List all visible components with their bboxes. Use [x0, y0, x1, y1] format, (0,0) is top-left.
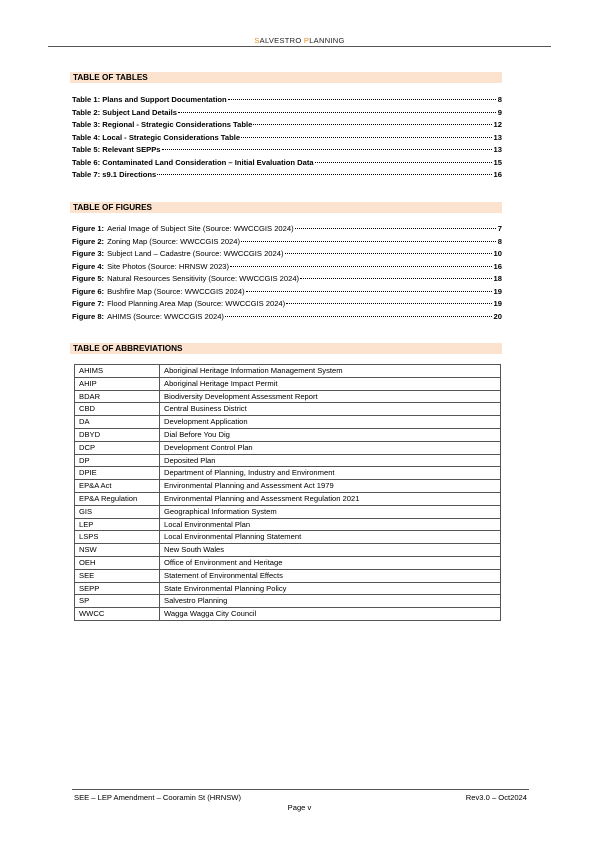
meaning-cell: Salvestro Planning: [160, 595, 501, 608]
footer-document-title: SEE – LEP Amendment – Cooramin St (HRNSW): [74, 793, 241, 802]
toc-entry-title: Table 1: Plans and Support Documentation: [72, 95, 227, 104]
toc-entry-page: 8: [497, 95, 502, 104]
abbr-cell: EP&A Act: [75, 480, 160, 493]
toc-entry-page: 13: [493, 132, 502, 142]
table-row: [75, 505, 501, 518]
toc-entry-title: Table 5: Relevant SEPPs: [72, 145, 161, 154]
meaning-cell: State Environmental Planning Policy: [160, 582, 501, 595]
toc-entry-title: Table 3: Regional - Strategic Considerations Table: [72, 120, 253, 129]
table-row: [75, 569, 501, 582]
meaning-cell: Local Environmental Planning Statement: [160, 531, 501, 544]
abbr-cell: DCP: [75, 441, 160, 454]
abbr-cell: SEPP: [75, 582, 160, 595]
toc-entry-page: 19: [493, 299, 502, 308]
abbr-cell: LEP: [75, 518, 160, 531]
toc-entry-label: Figure 1:: [72, 224, 105, 233]
toc-entry-title: Table 6: Contaminated Land Consideration – Initial Evaluation Data: [72, 157, 314, 167]
meaning-cell: Aboriginal Heritage Information Management System: [160, 365, 501, 378]
abbr-cell: CBD: [75, 403, 160, 416]
toc-entry-title: Bushfire Map (Source: WWCCGIS 2024): [107, 286, 245, 296]
meaning-cell: New South Wales: [160, 544, 501, 557]
table-of-abbreviations-heading: TABLE OF ABBREVIATIONS: [70, 343, 502, 354]
meaning-cell: Department of Planning, Industry and Environment: [160, 467, 501, 480]
toc-entry-title: Zoning Map (Source: WWCCGIS 2024): [107, 236, 241, 246]
meaning-cell: Biodiversity Development Assessment Report: [160, 390, 501, 403]
header-divider: [48, 46, 551, 47]
table-row: [75, 492, 501, 505]
toc-entry-figure-3[interactable]: [72, 249, 502, 262]
brand-initial-p: P: [303, 36, 310, 45]
toc-entry-label: Figure 4:: [72, 261, 105, 271]
table-row: [75, 467, 501, 480]
meaning-cell: Wagga Wagga City Council: [160, 608, 501, 621]
brand-text-lanning: LANNING: [309, 36, 345, 45]
toc-entry-figure-6[interactable]: [72, 287, 502, 300]
table-row: [75, 390, 501, 403]
abbr-cell: GIS: [75, 505, 160, 518]
table-row: [75, 454, 501, 467]
toc-entry-label: Figure 5:: [72, 274, 105, 283]
abbr-cell: AHIP: [75, 377, 160, 390]
toc-entry-title: Natural Resources Sensitivity (Source: WWCCGIS 2024): [107, 274, 300, 283]
toc-entry-label: Figure 7:: [72, 299, 105, 308]
toc-entry-label: Figure 8:: [72, 311, 105, 321]
toc-entry-table-4[interactable]: [72, 133, 502, 146]
toc-entry-table-5[interactable]: [72, 145, 502, 158]
page-number: Page v: [287, 803, 312, 812]
toc-entry-title: Table 2: Subject Land Details: [72, 107, 177, 117]
table-row: [75, 608, 501, 621]
table-row: [75, 582, 501, 595]
toc-entry-table-3[interactable]: [72, 120, 502, 133]
toc-entry-page: 9: [497, 107, 502, 117]
meaning-cell: Dial Before You Dig: [160, 428, 501, 441]
toc-entry-table-7[interactable]: [72, 170, 502, 183]
toc-entry-figure-4[interactable]: [72, 262, 502, 275]
table-row: [75, 480, 501, 493]
abbr-cell: DBYD: [75, 428, 160, 441]
abbr-cell: WWCC: [75, 608, 160, 621]
toc-entry-page: 10: [493, 249, 502, 258]
table-of-tables-heading: TABLE OF TABLES: [70, 72, 502, 83]
table-row: [75, 595, 501, 608]
table-row: [75, 365, 501, 378]
toc-entry-title: Table 4: Local - Strategic Considerations Table: [72, 132, 241, 142]
meaning-cell: Local Environmental Plan: [160, 518, 501, 531]
abbr-cell: EP&A Regulation: [75, 492, 160, 505]
toc-entry-page: 7: [497, 224, 502, 233]
abbr-cell: LSPS: [75, 531, 160, 544]
meaning-cell: Aboriginal Heritage Impact Permit: [160, 377, 501, 390]
meaning-cell: Central Business District: [160, 403, 501, 416]
table-row: [75, 377, 501, 390]
table-row: [75, 531, 501, 544]
meaning-cell: Development Control Plan: [160, 441, 501, 454]
table-row: [75, 556, 501, 569]
abbr-cell: SEE: [75, 569, 160, 582]
abbr-cell: AHIMS: [75, 365, 160, 378]
toc-entry-figure-2[interactable]: [72, 237, 502, 250]
abbr-cell: SP: [75, 595, 160, 608]
toc-entry-page: 16: [493, 170, 502, 179]
table-row: [75, 441, 501, 454]
meaning-cell: Environmental Planning and Assessment Act 1979: [160, 480, 501, 493]
toc-entry-figure-7[interactable]: [72, 299, 502, 312]
toc-entry-title: Subject Land – Cadastre (Source: WWCCGIS 2024): [107, 249, 284, 258]
toc-entry-page: 20: [493, 311, 502, 321]
abbr-cell: DA: [75, 416, 160, 429]
brand-initial-s: S: [254, 36, 260, 45]
toc-entry-page: 8: [497, 236, 502, 246]
page-header: [0, 36, 599, 45]
table-of-figures-list: [72, 224, 502, 324]
toc-entry-figure-5[interactable]: [72, 274, 502, 287]
toc-entry-figure-1[interactable]: [72, 224, 502, 237]
meaning-cell: Office of Environment and Heritage: [160, 556, 501, 569]
table-of-tables-list: [72, 95, 502, 183]
meaning-cell: Development Application: [160, 416, 501, 429]
toc-entry-page: 18: [493, 274, 502, 283]
toc-entry-page: 12: [493, 120, 502, 129]
meaning-cell: Deposited Plan: [160, 454, 501, 467]
toc-entry-title: Aerial Image of Subject Site (Source: WWCCGIS 2024): [107, 224, 294, 233]
brand-text-alvestro: ALVESTRO: [259, 36, 304, 45]
toc-entry-table-1[interactable]: [72, 95, 502, 108]
abbr-cell: NSW: [75, 544, 160, 557]
toc-entry-title: AHIMS (Source: WWCCGIS 2024): [107, 311, 224, 321]
abbr-cell: DP: [75, 454, 160, 467]
toc-entry-title: Table 7: s9.1 Directions: [72, 170, 157, 179]
meaning-cell: Environmental Planning and Assessment Regulation 2021: [160, 492, 501, 505]
toc-entry-table-2[interactable]: [72, 108, 502, 121]
toc-entry-page: 19: [493, 286, 502, 296]
toc-entry-label: Figure 3:: [72, 249, 105, 258]
toc-entry-title: Flood Planning Area Map (Source: WWCCGIS 2024): [107, 299, 286, 308]
toc-entry-table-6[interactable]: [72, 158, 502, 171]
table-of-figures-heading: TABLE OF FIGURES: [70, 202, 502, 213]
toc-entry-figure-8[interactable]: [72, 312, 502, 325]
abbreviations-table: [74, 364, 501, 621]
table-row: [75, 428, 501, 441]
toc-entry-label: Figure 2:: [72, 236, 105, 246]
abbr-cell: DPIE: [75, 467, 160, 480]
toc-entry-title: Site Photos (Source: HRNSW 2023): [107, 261, 230, 271]
footer-divider: [72, 789, 529, 790]
meaning-cell: Geographical Information System: [160, 505, 501, 518]
toc-entry-page: 13: [493, 145, 502, 154]
abbr-cell: OEH: [75, 556, 160, 569]
toc-entry-page: 16: [493, 261, 502, 271]
toc-entry-label: Figure 6:: [72, 286, 105, 296]
table-row: [75, 416, 501, 429]
table-row: [75, 544, 501, 557]
table-row: [75, 403, 501, 416]
footer-revision: Rev3.0 – Oct2024: [465, 793, 527, 802]
abbr-cell: BDAR: [75, 390, 160, 403]
toc-entry-page: 15: [493, 157, 502, 167]
meaning-cell: Statement of Environmental Effects: [160, 569, 501, 582]
table-row: [75, 518, 501, 531]
